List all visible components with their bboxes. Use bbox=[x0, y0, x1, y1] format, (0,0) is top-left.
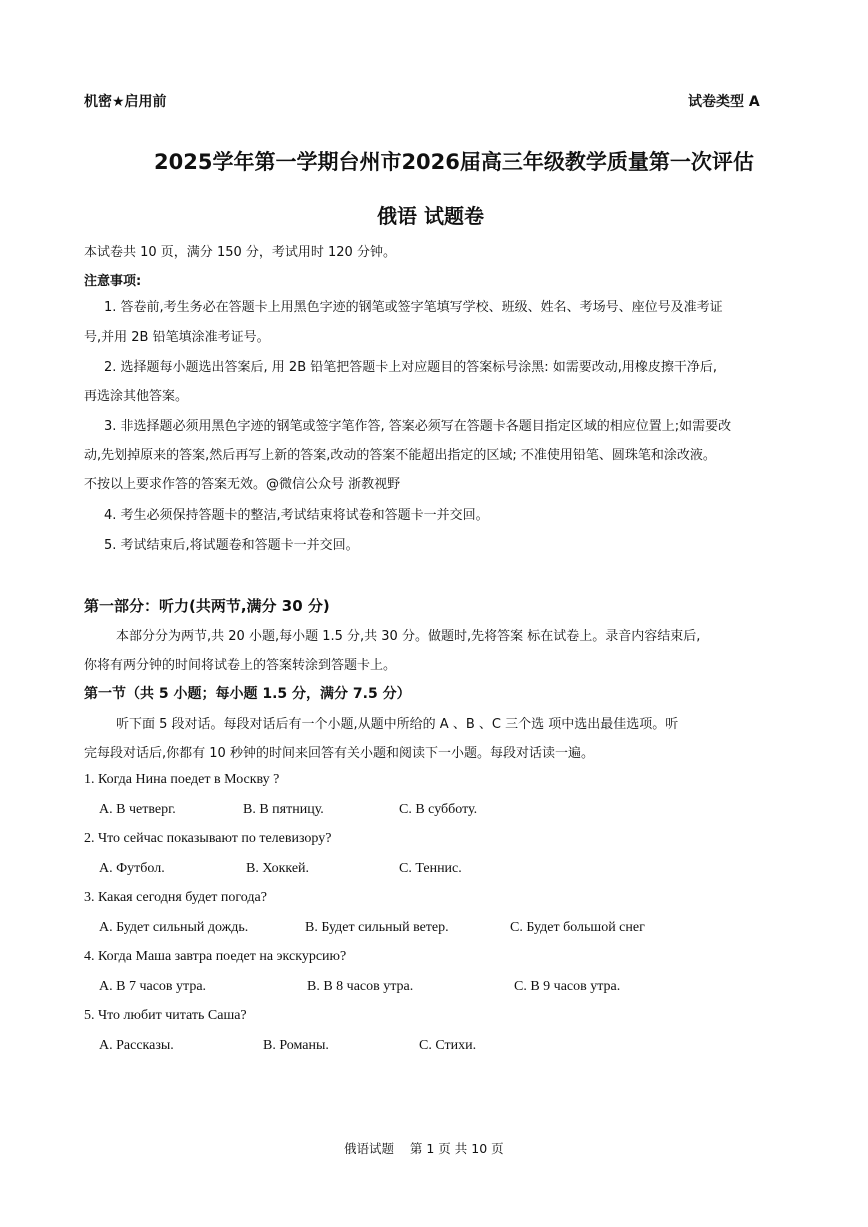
q4-option-b: B. В 8 часов утра. bbox=[307, 979, 414, 994]
question-1: 1. Когда Нина поедет в Москву ? bbox=[84, 772, 280, 787]
notice-item-1-line-2: 号,并用 2B 铅笔填涂准考证号。 bbox=[84, 330, 270, 345]
q4-option-a: A. В 7 часов утра. bbox=[99, 979, 207, 994]
paper-type-label: 试卷类型 A bbox=[688, 94, 760, 110]
question-2: 2. Что сейчас показывают по телевизору? bbox=[84, 831, 332, 846]
confidential-label: 机密★启用前 bbox=[84, 94, 167, 110]
section1-title: 第一节（共 5 小题；每小题 1.5 分，满分 7.5 分） bbox=[84, 686, 411, 702]
notice-item-3-line-3: 不按以上要求作答的答案无效。@微信公众号 浙教视野 bbox=[84, 477, 401, 492]
q2-option-c: C. Теннис. bbox=[399, 861, 462, 876]
notice-item-3-line-1: 3. 非选择题必须用黑色字迹的钢笔或签字笔作答, 答案必须写在答题卡各题目指定区域的相应位置上;如需要改 bbox=[104, 419, 732, 434]
q1-option-c: C. В субботу. bbox=[399, 802, 478, 817]
part1-title: 第一部分：听力(共两节,满分 30 分) bbox=[84, 597, 330, 615]
q1-option-b: B. В пятницу. bbox=[243, 802, 324, 817]
question-4: 4. Когда Маша завтра поедет на экскурсию? bbox=[84, 949, 347, 964]
q5-option-a: A. Рассказы. bbox=[99, 1038, 174, 1053]
notice-heading: 注意事项: bbox=[84, 274, 142, 289]
notice-item-3-line-2: 动,先划掉原来的答案,然后再写上新的答案,改动的答案不能超出指定的区域; 不准使用铅笔、圆珠笔和涂改液。 bbox=[84, 448, 716, 463]
q1-option-a: A. В четверг. bbox=[99, 802, 176, 817]
exam-intro: 本试卷共 10 页，满分 150 分，考试用时 120 分钟。 bbox=[84, 245, 396, 260]
q3-option-b: B. Будет сильный ветер. bbox=[305, 920, 449, 935]
page-footer: 俄语试题 第 1 页 共 10 页 bbox=[344, 1141, 504, 1156]
q2-option-b: B. Хоккей. bbox=[246, 861, 310, 876]
notice-item-2-line-1: 2. 选择题每小题选出答案后, 用 2B 铅笔把答题卡上对应题目的答案标号涂黑: 如需要改动,用橡皮擦干净后, bbox=[104, 360, 718, 375]
q2-option-a: A. Футбол. bbox=[99, 861, 165, 876]
question-5: 5. Что любит читать Саша? bbox=[84, 1008, 247, 1023]
notice-item-4-line-1: 4. 考生必须保持答题卡的整洁,考试结束将试卷和答题卡一并交回。 bbox=[104, 508, 489, 523]
part1-desc-line-1: 本部分分为两节,共 20 小题,每小题 1.5 分,共 30 分。做题时,先将答案 标在试卷上。录音内容结束后, bbox=[116, 629, 701, 644]
exam-title: 2025学年第一学期台州市2026届高三年级教学质量第一次评估 bbox=[154, 150, 754, 174]
q5-option-b: B. Романы. bbox=[263, 1038, 329, 1053]
notice-item-2-line-2: 再选涂其他答案。 bbox=[84, 389, 189, 404]
exam-subtitle: 俄语 试题卷 bbox=[377, 204, 484, 228]
section1-desc-line-2: 完每段对话后,你都有 10 秒钟的时间来回答有关小题和阅读下一小题。每段对话读一遍。 bbox=[84, 746, 594, 761]
q3-option-c: C. Будет большой снег bbox=[510, 920, 645, 935]
part1-desc-line-2: 你将有两分钟的时间将试卷上的答案转涂到答题卡上。 bbox=[84, 658, 397, 673]
section1-desc-line-1: 听下面 5 段对话。每段对话后有一个小题,从题中所给的 A 、B 、C 三个选 项中选出最佳选项。听 bbox=[116, 717, 679, 732]
q4-option-c: C. В 9 часов утра. bbox=[514, 979, 621, 994]
notice-item-5-line-1: 5. 考试结束后,将试题卷和答题卡一并交回。 bbox=[104, 538, 359, 553]
q3-option-a: A. Будет сильный дождь. bbox=[99, 920, 249, 935]
question-3: 3. Какая сегодня будет погода? bbox=[84, 890, 267, 905]
notice-item-1-line-1: 1. 答卷前,考生务必在答题卡上用黑色字迹的钢笔或签字笔填写学校、班级、姓名、考场号、座位号及准考证 bbox=[104, 300, 723, 315]
q5-option-c: C. Стихи. bbox=[419, 1038, 477, 1053]
